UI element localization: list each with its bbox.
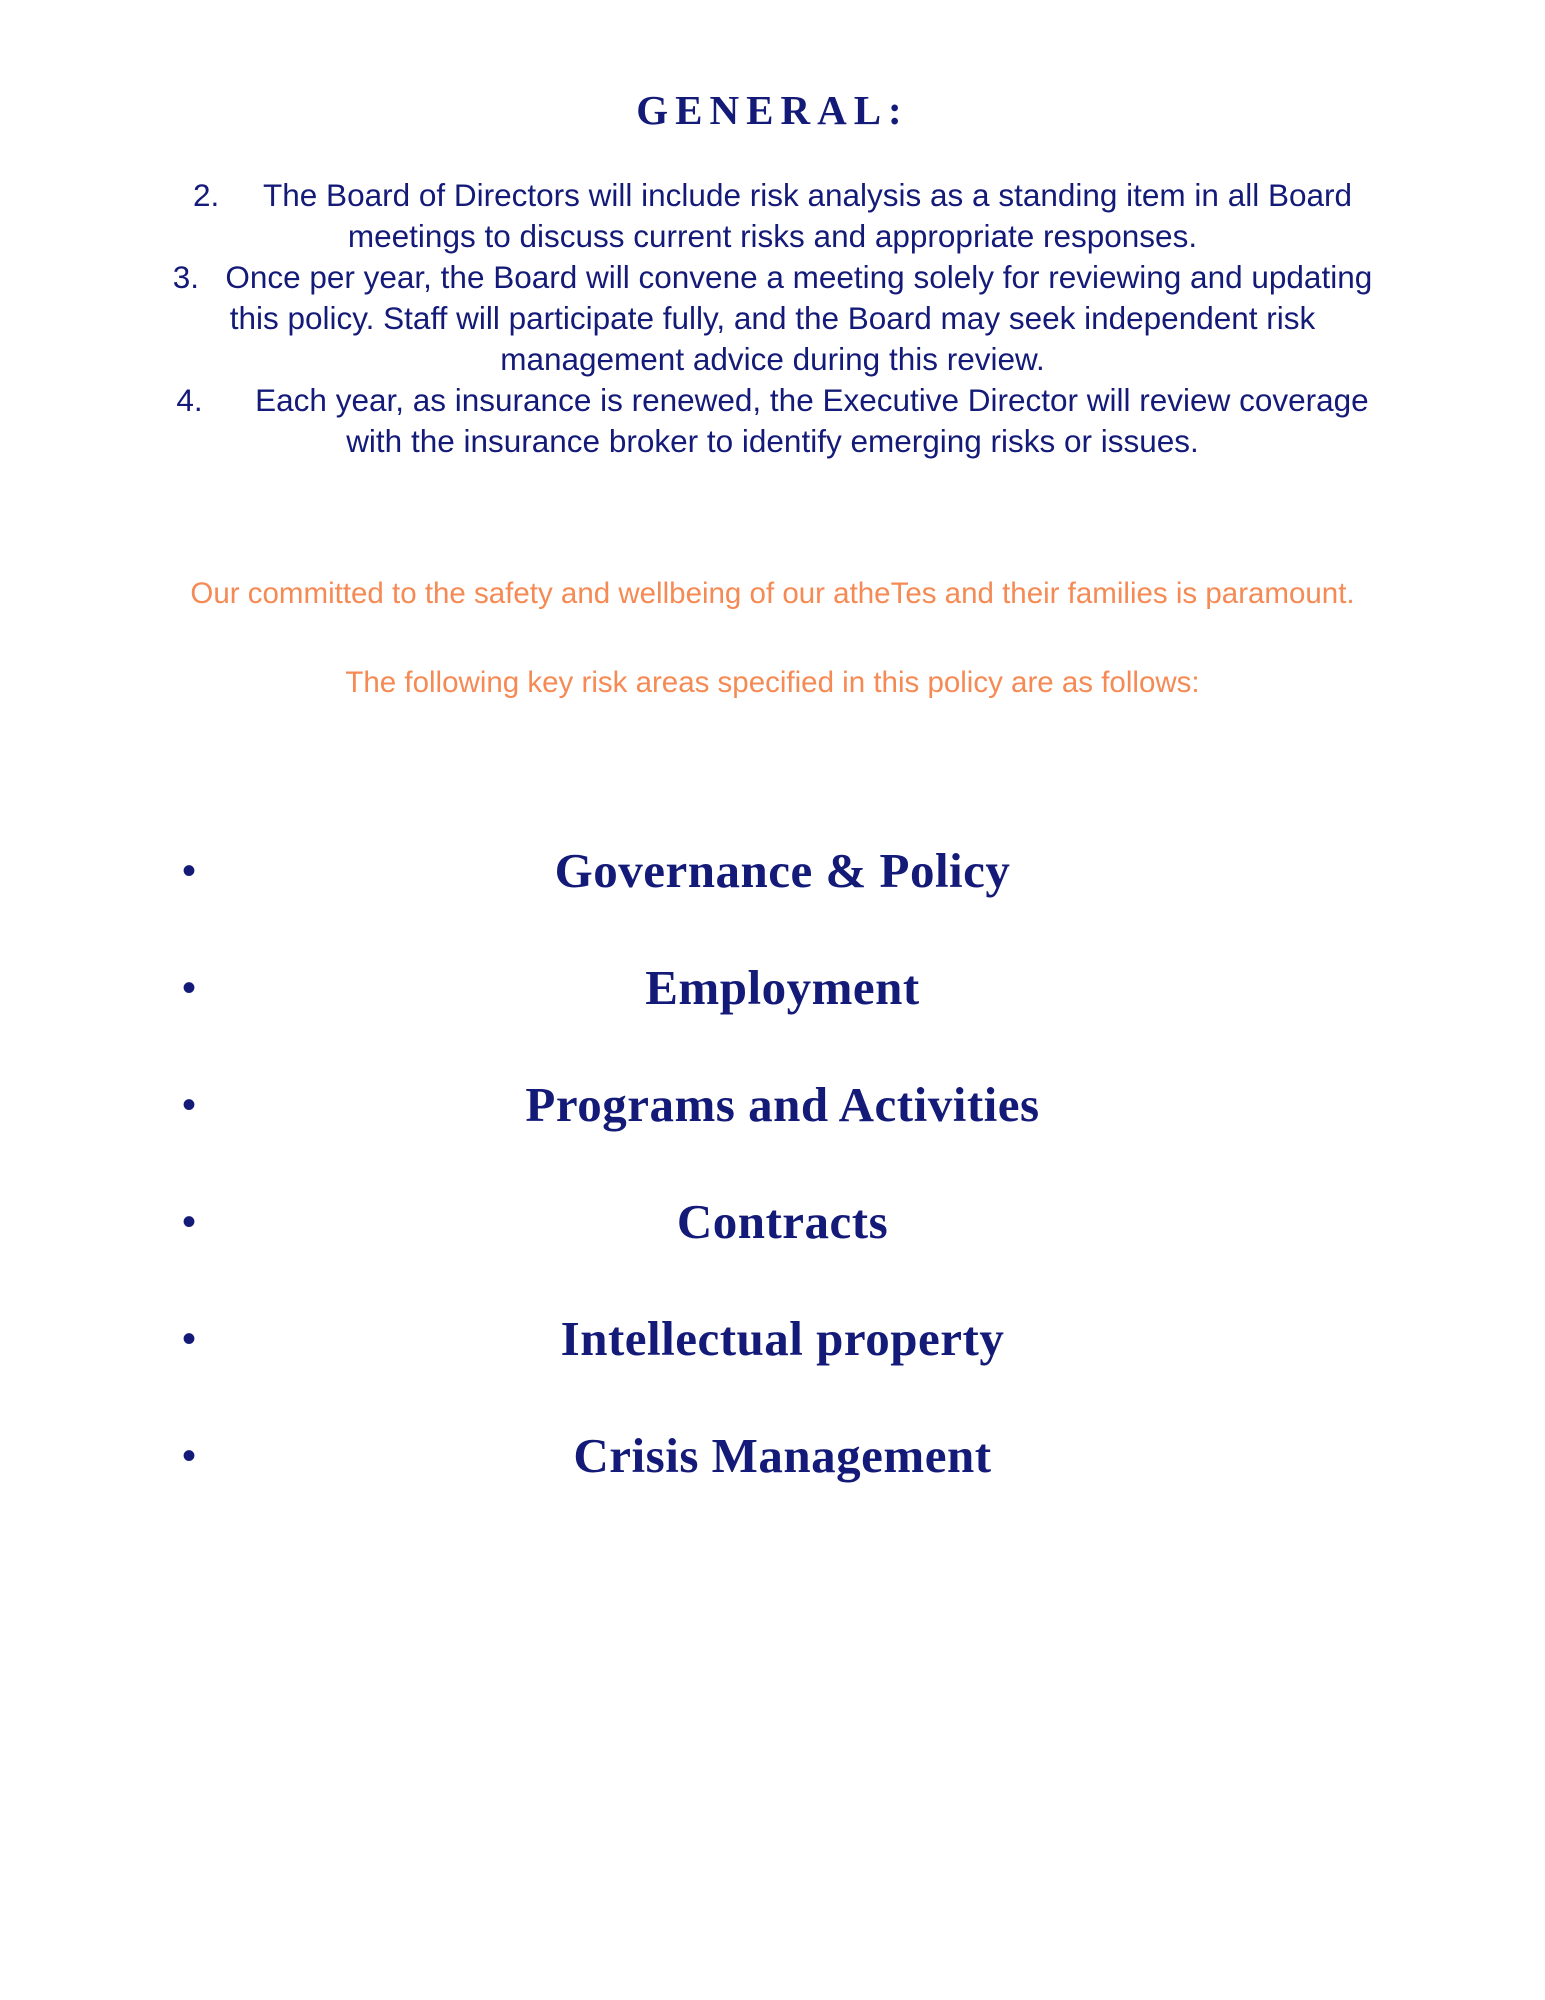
bullet-icon: • [181, 1082, 196, 1127]
bullet-icon: • [181, 965, 196, 1010]
list-item-number: 2. [192, 177, 220, 214]
list-item-number: 4. [176, 381, 203, 418]
list-item [0, 1046, 1545, 1163]
list-item-text: The Board of Directors will include risk analysis as a standing item in all Board meetings to discuss current risks and appropriate responses. [263, 177, 1353, 255]
bullet-icon: • [181, 1199, 196, 1244]
bullet-icon: • [181, 1316, 196, 1361]
risk-area-label: Crisis Management [573, 1428, 992, 1484]
numbered-policy-list [0, 133, 1545, 462]
numbered-list-item [160, 380, 1385, 462]
list-item [0, 929, 1545, 1046]
list-item-text: Each year, as insurance is renewed, the Executive Director will review coverage with the insurance broker to identify emerging risks or issues. [255, 381, 1369, 459]
risk-area-label: Governance & Policy [554, 843, 1011, 899]
list-item [0, 1397, 1545, 1514]
list-item-number: 3. [172, 258, 200, 295]
list-item [0, 1163, 1545, 1280]
risk-area-label: Contracts [676, 1194, 889, 1250]
list-item-text: Once per year, the Board will convene a meeting solely for reviewing and updating this policy. Staff will participate fully, and the Board may seek independent risk management advice during this review. [225, 258, 1373, 377]
numbered-list-item [160, 257, 1385, 380]
risk-areas-intro: The following key risk areas specified in this policy are as follows: [345, 665, 1200, 699]
spacer [0, 462, 1545, 574]
bullet-icon: • [181, 1433, 196, 1478]
numbered-list-item [160, 175, 1385, 257]
spacer [0, 1514, 1545, 1604]
page-title: GENERAL: [636, 87, 909, 133]
spacer [0, 613, 1545, 663]
list-item [0, 812, 1545, 929]
risk-areas-list [0, 702, 1545, 1514]
risk-area-label: Programs and Activities [525, 1077, 1040, 1133]
risk-area-label: Employment [645, 960, 920, 1016]
risk-area-label: Intellectual property [560, 1311, 1005, 1367]
bullet-icon: • [181, 848, 196, 893]
list-item [0, 1280, 1545, 1397]
commitment-statement: Our committed to the safety and wellbeing of our atheTes and their families is paramount. [190, 576, 1355, 610]
